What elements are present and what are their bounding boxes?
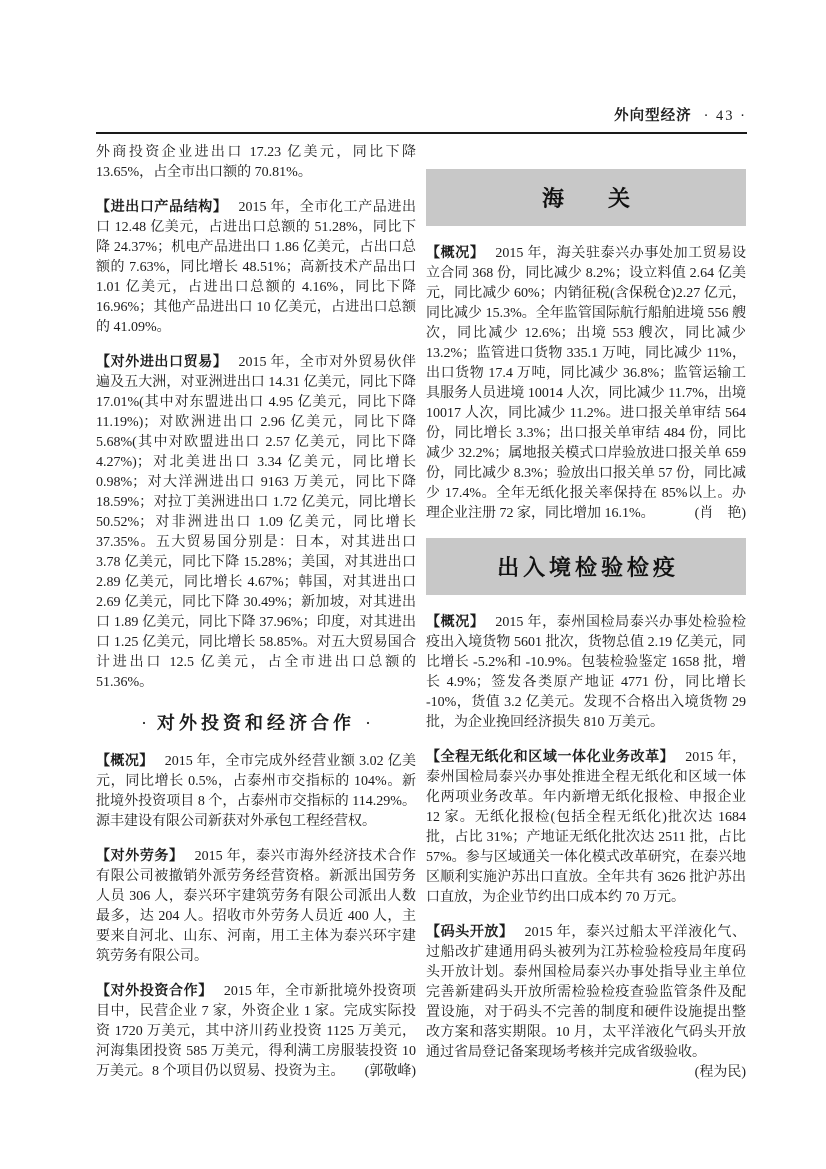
- entry-paragraph: [96, 845, 416, 967]
- heading-left-dot: ·: [141, 713, 147, 733]
- entry-text: 2015 年，泰兴市海外经济技术合作有限公司被撤销外派劳务经营资格。新派出国劳务人员 306 人，泰兴环宇建筑劳务有限公司派出人数最多，达 204 人。招收市外劳务人员近 400 人，主要来自河北、山东、河南，用工主体为泰兴环宇建筑劳务有限公司。: [96, 849, 416, 964]
- entry-text: 2015 年，全市新批境外投资项目中，民营企业 7 家，外资企业 1 家。完成实际投资 1720 万美元，其中济川药业投资 1125 万美元，河海集团投资 585 万美元，得利满工房服装投资 10 万美元。8 个项目仍以贸易、投资为主。: [96, 984, 416, 1079]
- entry-paragraph: [426, 746, 746, 908]
- entry-label: 【全程无纸化和区域一体化业务改革】: [426, 748, 675, 764]
- entry-text: 2015 年，全市完成外经营业额 3.02 亿美元，同比增长 0.5%，占泰州市交指标的 104%。新批境外投资项目 8 个，占泰州市交指标的 114.29%。源丰建设有限公司新获对外承包工程经营权。: [96, 754, 416, 829]
- entry-paragraph: [426, 242, 746, 524]
- two-column-layout: [96, 143, 747, 1096]
- section-heading: [96, 709, 416, 735]
- section-heading-box-title: 出入境检验检疫: [497, 555, 679, 580]
- entry-paragraph: [96, 351, 416, 693]
- right-column: [426, 143, 746, 1096]
- entry-label: 【概况】: [426, 244, 485, 260]
- entry-paragraph: [96, 143, 416, 183]
- page-number: · 43 ·: [703, 108, 747, 124]
- entry-text: 2015 年，泰州国检局泰兴办事处检验检疫出入境货物 5601 批次，货物总值 2.19 亿美元，同比增长 -5.2%和 -10.9%。包装检验鉴定 1658 批，增长 4.9%；签发各类原产地证 4771 份，同比增长 -10%，货值 3.2 亿美元。发现不合格出入境货物 29 批，为企业挽回经济损失 810 万美元。: [426, 615, 746, 730]
- left-column: [96, 143, 416, 1096]
- entry-paragraph: [426, 921, 746, 1083]
- entry-text: 2015 年，海关驻泰兴办事处加工贸易设立合同 368 份，同比减少 8.2%；设立料值 2.64 亿美元，同比减少 60%；内销征税(含保税仓)2.27 亿元，同比减少 15.3%。全年监管国际航行船舶进境 556 艘次，同比减少 12.6%；出境 553 艘次，同比减少 13.2%；监管进口货物 335.1 万吨，同比减少 11%，出口货物 17.4 万吨，同比减少 36.8%；监管运输工具服务人员进境 10014 人次，同比减少 11.7%，出境 10017 人次，同比减少 11.2%。进口报关单审结 564 份，同比增长 3.3%；出口报关单审结 484 份，同比减少 32.2%；属地报关模式口岸验放进口报关单 659 份，同比减少 8.3%；验放出口报关单 57 份，同比减少 17.4%。全年无纸化报关率保持在 85%以上。办理企业注册 72 家，同比增加 16.1%。: [426, 246, 746, 521]
- section-heading-text: 对外投资和经济合作: [157, 713, 355, 733]
- entry-paragraph: [426, 611, 746, 733]
- section-heading-box-title: 海关: [541, 186, 674, 211]
- heading-right-dot: ·: [365, 713, 371, 733]
- entry-paragraph: [96, 196, 416, 338]
- entry-label: 【概况】: [96, 752, 154, 768]
- author-attribution: (程为民): [694, 1065, 746, 1080]
- author-attribution: (肖 艳): [694, 506, 746, 521]
- running-head-section-title: 外向型经济: [614, 108, 692, 124]
- entry-paragraph: [96, 750, 416, 832]
- entry-label: 【对外进出口贸易】: [96, 353, 228, 369]
- entry-label: 【进出口产品结构】: [96, 198, 228, 214]
- section-heading-box: [426, 538, 746, 595]
- page-header: [96, 104, 747, 134]
- entry-text: 2015 年，泰兴过船太平洋液化气、过船改扩建通用码头被列为江苏检验检疫局年度码头开放计划。泰州国检局泰兴办事处指导业主单位完善新建码头开放所需检验检疫查验监管条件及配置设施，对于码头不完善的制度和硬件设施提出整改方案和落实期限。10 月，太平洋液化气码头开放通过省局登记备案现场考核并完成省级验收。: [426, 925, 746, 1060]
- entry-label: 【对外劳务】: [96, 847, 184, 863]
- entry-text: 2015 年，全市对外贸易伙伴遍及五大洲，对亚洲进出口 14.31 亿美元，同比下降 17.01%(其中对东盟进出口 4.95 亿美元，同比下降 11.19%)；对欧洲进出口 2.96 亿美元，同比下降 5.68%(其中对欧盟进出口 2.57 亿美元，同比下降 4.27%)；对北美进出口 3.34 亿美元，同比增长 0.98%；对大洋洲进出口 9163 万美元，同比下降 18.59%；对拉丁美洲进出口 1.72 亿美元，同比增长 50.52%；对非洲进出口 1.09 亿美元，同比增长 37.35%。五大贸易国分别是：日本，对其进出口 3.78 亿美元，同比下降 15.28%；美国，对其进出口 2.89 亿美元，同比增长 4.67%；韩国，对其进出口 2.69 亿美元，同比下降 30.49%；新加坡，对其进出口 1.89 亿美元，同比下降 37.96%；印度，对其进出口 1.25 亿美元，同比增长 58.85%。对五大贸易国合计进出口 12.5 亿美元，占全市进出口总额的 51.36%。: [96, 355, 416, 690]
- entry-text: 2015 年，全市化工产品进出口 12.48 亿美元，占进出口总额的 51.28%，同比下降 24.37%；机电产品进出口 1.86 亿美元，占出口总额的 7.63%，同比增长 48.51%；高新技术产品出口 1.01 亿美元，占进出口总额的 4.16%，同比下降 16.96%；其他产品进出口 10 亿美元，占进出口总额的 41.09%。: [96, 200, 416, 335]
- author-attribution: (郭敬峰): [364, 1064, 416, 1079]
- entry-text: 2015 年，泰州国检局泰兴办事处推进全程无纸化和区域一体化两项业务改革。年内新增无纸化报检、申报企业 12 家。无纸化报检(包括全程无纸化)批次达 1684 批，占比 31%；产地证无纸化批次达 2511 批，占比 57%。参与区域通关一体化模式改革研究，在泰兴地区顺利实施沪苏出口直放。全年共有 3626 批沪苏出口直放，为企业节约出口成本约 70 万元。: [426, 750, 746, 905]
- entry-label: 【对外投资合作】: [96, 982, 213, 998]
- entry-label: 【概况】: [426, 613, 485, 629]
- section-heading-box: [426, 169, 746, 226]
- entry-paragraph: [96, 980, 416, 1082]
- entry-label: 【码头开放】: [426, 923, 514, 939]
- entry-text: 外商投资企业进出口 17.23 亿美元，同比下降 13.65%，占全市出口额的 70.81%。: [96, 145, 416, 180]
